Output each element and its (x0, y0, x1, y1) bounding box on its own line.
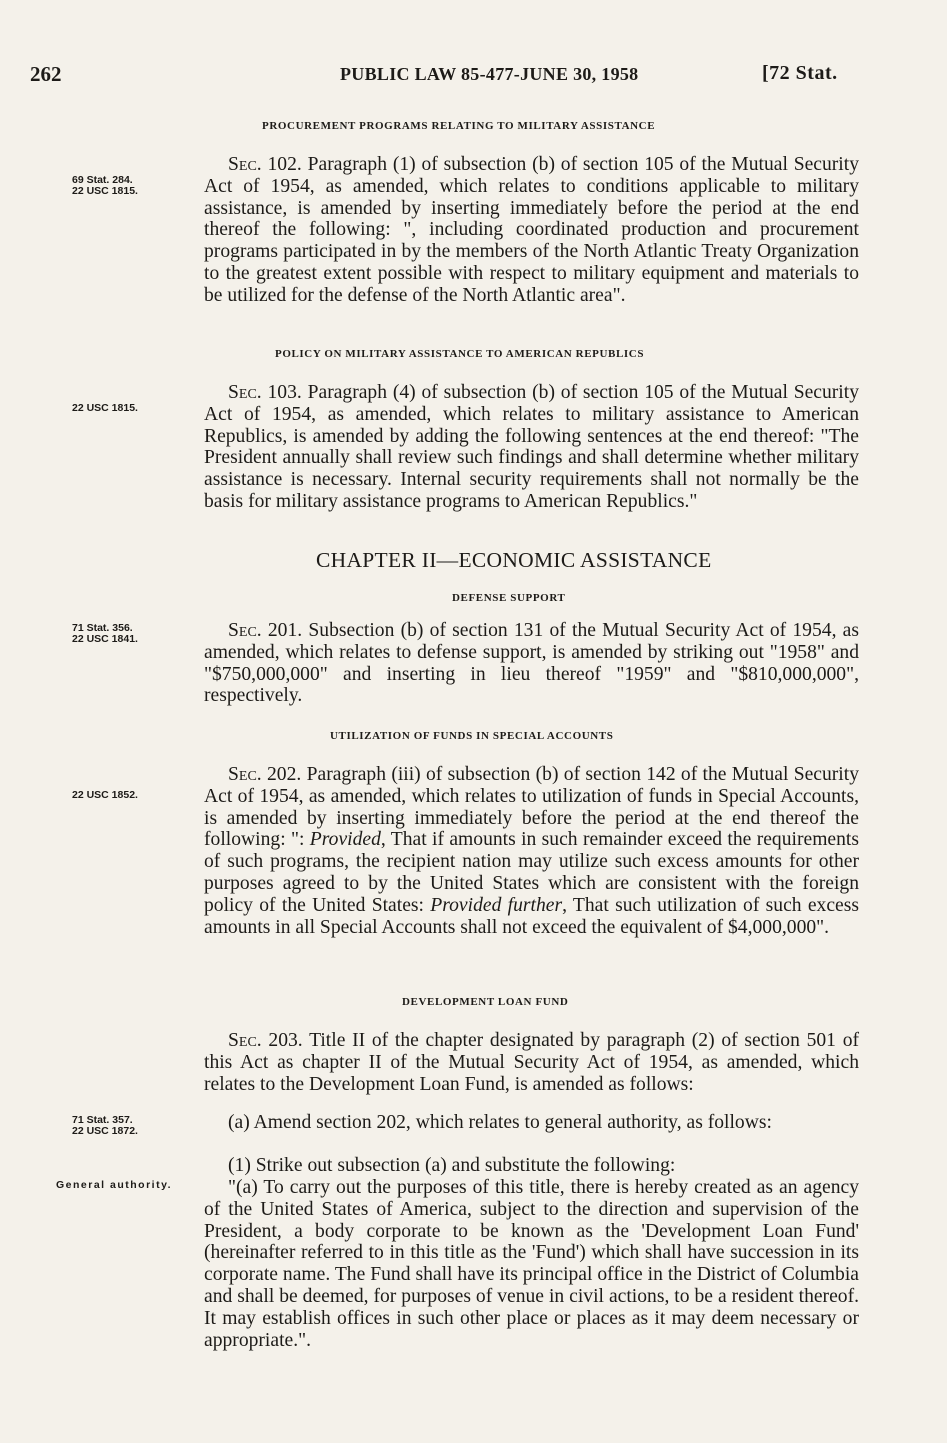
section-label: Sec. 202. (228, 764, 302, 785)
italic-proviso: Provided further (430, 894, 563, 916)
margin-note: 71 Stat. 356. 22 USC 1841. (72, 622, 138, 645)
section-body: , That such utilization of such excess amounts in all Special Accounts shall not exceed the equivalent of $4,000,000". (204, 894, 859, 938)
margin-note: 71 Stat. 357. 22 USC 1872. (72, 1114, 138, 1137)
section-heading: PROCUREMENT PROGRAMS RELATING TO MILITARY ASSISTANCE (262, 120, 656, 132)
amendment-item-a (204, 1112, 859, 1134)
section-102-text (204, 154, 859, 307)
chapter-title: CHAPTER II—ECONOMIC ASSISTANCE (316, 548, 712, 572)
section-heading: DEVELOPMENT LOAN FUND (402, 996, 569, 1008)
section-label: Sec. 103. (228, 382, 302, 403)
margin-note: 22 USC 1815. (72, 402, 138, 414)
section-203-text (204, 1030, 859, 1095)
margin-note: 69 Stat. 284. 22 USC 1815. (72, 174, 138, 197)
section-label: Sec. 102. (228, 154, 302, 175)
volume-reference: [72 Stat. (762, 62, 838, 84)
section-heading: UTILIZATION OF FUNDS IN SPECIAL ACCOUNTS (330, 730, 614, 742)
page-number: 262 (30, 62, 62, 86)
running-head: PUBLIC LAW 85-477-JUNE 30, 1958 (340, 64, 639, 84)
section-body: Paragraph (4) of subsection (b) of section 105 of the Mutual Security Act of 1954, as amended, which relates to military assistance to American Republics, is amended by adding the following sentences at the end thereof: "The President annually shall review such findings and shall determine whether military assistance is necessary. Internal security requirements shall not normally be the basis for military assistance programs to American Republics." (204, 382, 859, 512)
section-heading: DEFENSE SUPPORT (452, 592, 566, 604)
section-label: Sec. 201. (228, 620, 303, 641)
item-a-text: (a) Amend section 202, which relates to general authority, as follows: (228, 1112, 772, 1133)
margin-note-general-authority: General authority. (56, 1179, 173, 1191)
quote-text: "(a) To carry out the purposes of this title, there is hereby created as an agency of the United States of America, subject to the direction and supervision of the President, a body corporate to be known as the 'Development Loan Fund' (hereinafter referred to in this title as the 'Fund') which shall have succession in its corporate name. The Fund shall have its principal office in the District of Columbia and shall be deemed, for purposes of venue in civil actions, to be a resident thereof. It may establish offices in such other place or places as it may deem necessary or appropriate.". (204, 1177, 859, 1351)
italic-proviso: Provided (309, 829, 381, 851)
section-201-text (204, 620, 859, 707)
section-label: Sec. 203. (228, 1030, 303, 1051)
item-1-text: (1) Strike out subsection (a) and substitute the following: (228, 1155, 676, 1176)
section-body: Paragraph (1) of subsection (b) of section 105 of the Mutual Security Act of 1954, as amended, which relates to conditions applicable to military assistance, is amended by inserting immediately before the period at the end thereof the following: ", including coordinated production and procurement programs participated in by the members of the North Atlantic Treaty Organization to the greatest extent possible with respect to military equipment and materials to be utilized for the defense of the North Atlantic area". (204, 154, 859, 306)
amendment-item-1 (204, 1155, 859, 1177)
section-body: Paragraph (iii) of subsection (b) of section 142 of the Mutual Security Act of 1954, as amended, which relates to utilization of funds in Special Accounts, is amended by inserting immediately before the period at the end thereof the following: ": (204, 764, 859, 851)
section-body: , That if amounts in such remainder exceed the requirements of such programs, the recipient nation may utilize such excess amounts for other purposes agreed to by the United States which are consistent with the foreign policy of the United States: (204, 829, 859, 916)
section-103-text (204, 382, 859, 513)
margin-note: 22 USC 1852. (72, 789, 138, 801)
section-202-text (204, 764, 859, 938)
section-heading: POLICY ON MILITARY ASSISTANCE TO AMERICAN REPUBLICS (275, 348, 645, 360)
section-body: Subsection (b) of section 131 of the Mutual Security Act of 1954, as amended, which relates to defense support, is amended by striking out "1958" and "$750,000,000" and inserting in lieu thereof "1959" and "$810,000,000", respectively. (204, 620, 860, 707)
quoted-subsection (204, 1177, 859, 1351)
section-body: Title II of the chapter designated by paragraph (2) of section 501 of this Act as chapter II of the Mutual Security Act of 1954, as amended, which relates to the Development Loan Fund, is amended as follows: (204, 1030, 860, 1095)
